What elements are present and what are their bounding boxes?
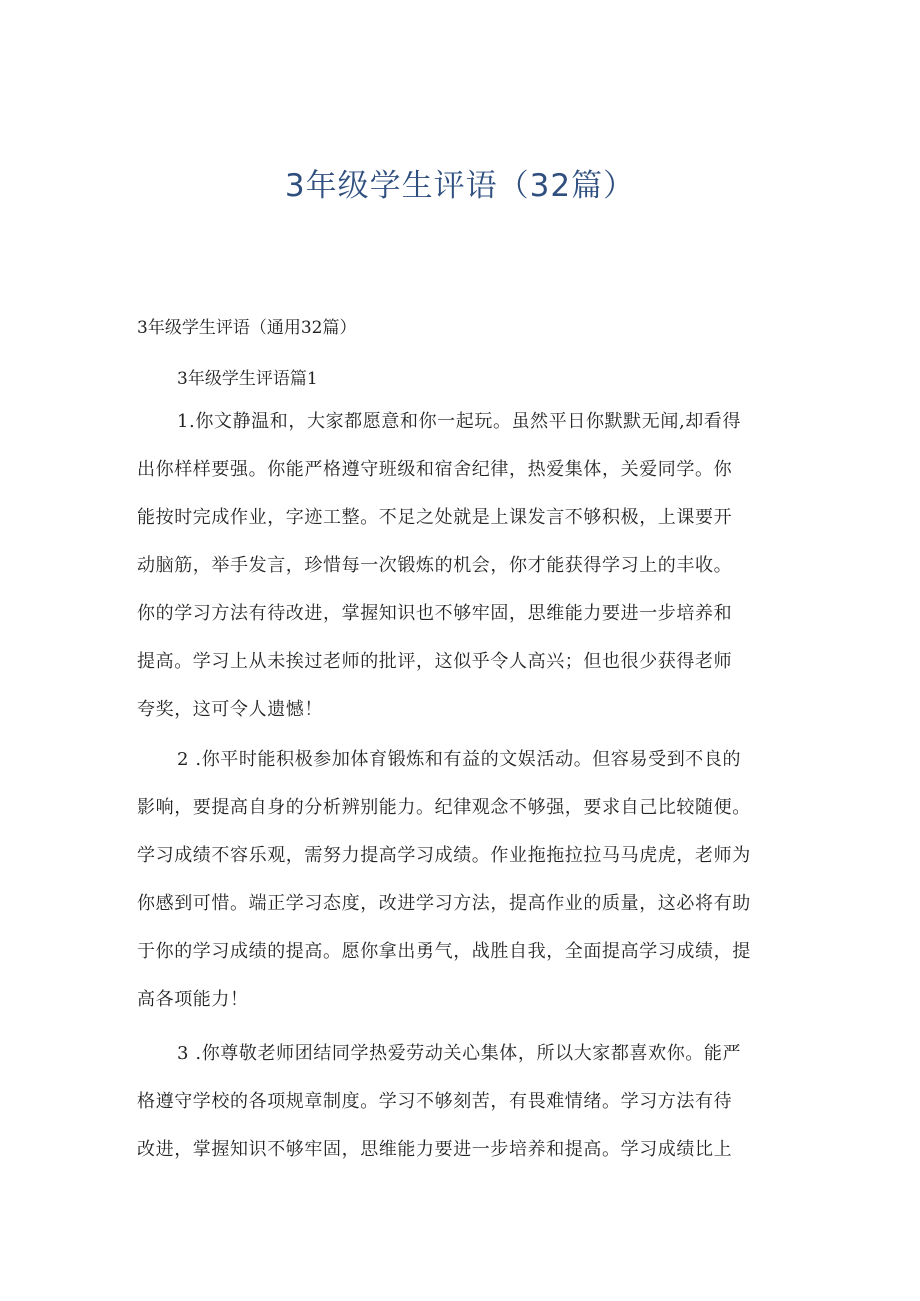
paragraph-line: 3 .你尊敬老师团结同学热爱劳动关心集体，所以大家都喜欢你。能严 <box>177 1043 742 1064</box>
paragraph-line: 格遵守学校的各项规章制度。学习不够刻苦，有畏难情绪。学习方法有待 <box>137 1091 733 1112</box>
paragraph-2 <box>137 736 817 1024</box>
paragraph-1 <box>137 398 817 734</box>
paragraph-line: 2 .你平时能积极参加体育锻炼和有益的文娱活动。但容易受到不良的 <box>177 749 742 770</box>
document-title: 3年级学生评语（32篇） <box>284 168 636 204</box>
paragraph-3 <box>137 1030 817 1174</box>
document-subtitle: 3年级学生评语（通用32篇） <box>137 318 357 338</box>
paragraph-line: 于你的学习成绩的提高。愿你拿出勇气，战胜自我，全面提高学习成绩，提 <box>137 941 751 962</box>
section-heading: 3年级学生评语篇1 <box>177 369 318 389</box>
paragraph-line: 提高。学习上从未挨过老师的批评，这似乎令人高兴；但也很少获得老师 <box>137 651 733 672</box>
paragraph-line: 改进，掌握知识不够牢固，思维能力要进一步培养和提高。学习成绩比上 <box>137 1139 733 1160</box>
paragraph-line: 出你样样要强。你能严格遵守班级和宿舍纪律，热爱集体，关爱同学。你 <box>137 459 733 480</box>
paragraph-line: 高各项能力！ <box>137 989 249 1010</box>
paragraph-line: 你感到可惜。端正学习态度，改进学习方法，提高作业的质量，这必将有助 <box>137 893 751 914</box>
paragraph-line: 影响，要提高自身的分析辨别能力。纪律观念不够强，要求自己比较随便。 <box>137 797 751 818</box>
paragraph-line: 动脑筋，举手发言，珍惜每一次锻炼的机会，你才能获得学习上的丰收。 <box>137 555 733 576</box>
paragraph-line: 夸奖，这可令人遗憾！ <box>137 699 323 720</box>
paragraph-line: 能按时完成作业，字迹工整。不足之处就是上课发言不够积极，上课要开 <box>137 507 733 528</box>
paragraph-line: 1.你文静温和，大家都愿意和你一起玩。虽然平日你默默无闻,却看得 <box>177 411 742 432</box>
paragraph-line: 学习成绩不容乐观，需努力提高学习成绩。作业拖拖拉拉马马虎虎，老师为 <box>137 845 751 866</box>
paragraph-line: 你的学习方法有待改进，掌握知识也不够牢固，思维能力要进一步培养和 <box>137 603 733 624</box>
